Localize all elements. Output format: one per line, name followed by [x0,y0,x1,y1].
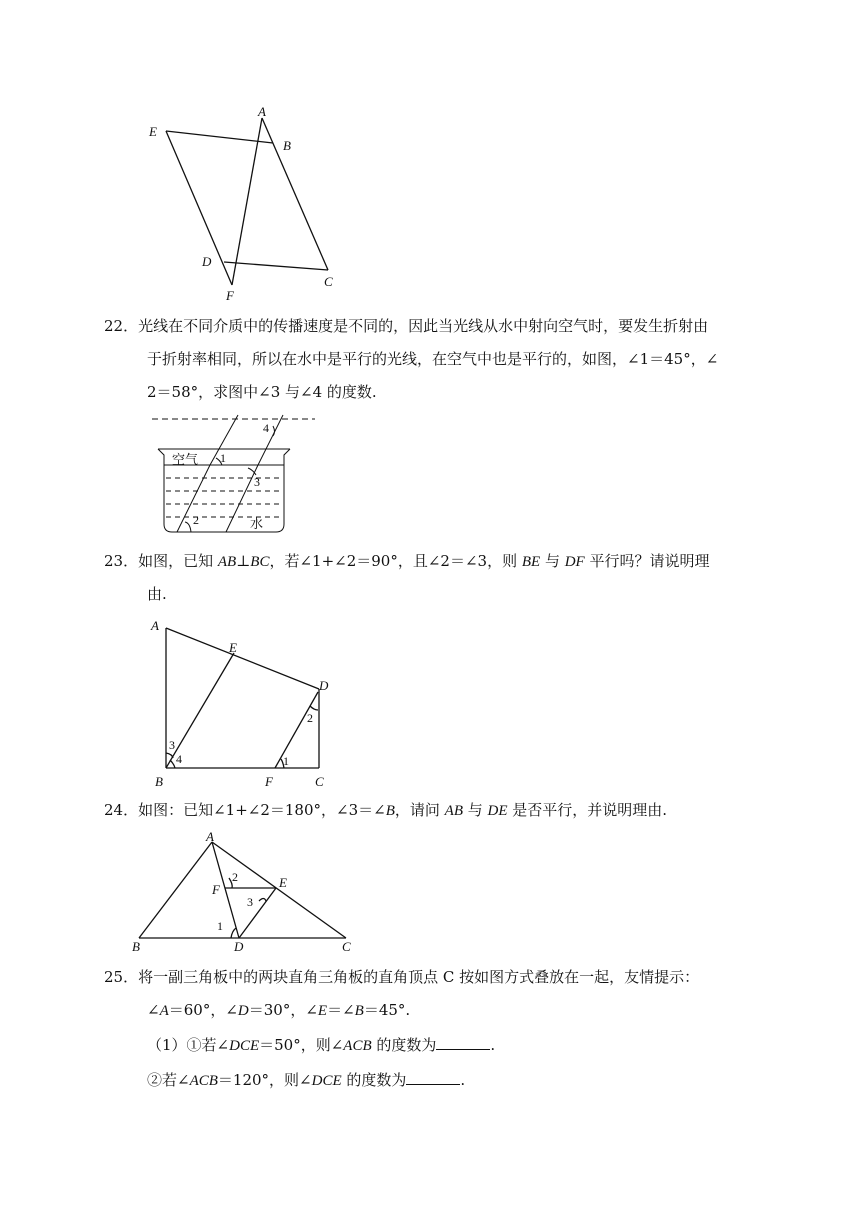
label-D: D [319,678,329,693]
label-D: D [202,254,212,269]
angle-3: 3 [169,738,175,752]
question-24: 24．如图：已知∠1+∠2＝180°，∠3＝∠B，请问 AB 与 DE 是否平行，并说明理由. [104,801,668,819]
angle-1: 1 [217,919,223,933]
angle-1: 1 [220,451,226,465]
label-A: A [206,830,214,844]
answer-blank-2[interactable] [406,1070,460,1085]
label-B: B [132,939,140,954]
label-F: F [265,774,273,789]
question-22-line-2: 于折射率相同，所以在水中是平行的光线，在空气中也是平行的，如图，∠1＝45°，∠ [147,350,719,368]
label-E: E [229,640,237,655]
figure-23 [145,612,345,792]
angle-2: 2 [307,711,313,725]
label-C: C [324,274,333,289]
question-22-line-3: 2＝58°，求图中∠3 与∠4 的度数. [147,383,377,401]
label-B: B [155,774,163,789]
label-A: A [258,104,266,119]
angle-1: 1 [283,754,289,768]
label-D: D [234,939,244,954]
question-25-sub-2: ②若∠ACB＝120°，则∠DCE 的度数为 . [147,1071,466,1089]
question-23-line-2: 由. [147,585,167,603]
label-B: B [283,138,291,153]
angle-2: 2 [232,870,238,884]
label-air: 空气 [172,453,199,468]
angle-2: 2 [193,513,199,527]
angle-4: 4 [176,752,182,766]
question-25-line-1: 25．将一副三角板中的两块直角三角板的直角顶点 C 按如图方式叠放在一起，友情提示： [104,968,700,986]
label-C: C [315,774,324,789]
question-25-sub-1: （1）①若∠DCE＝50°，则∠ACB 的度数为 . [147,1036,496,1054]
label-E: E [279,875,287,890]
label-C: C [342,939,351,954]
angle-4: 4 [263,421,269,435]
figure-22-refraction [150,412,325,540]
label-F: F [212,882,220,897]
label-water: 水 [250,517,264,532]
figure-24-triangle [128,830,363,955]
angle-3: 3 [247,895,253,909]
answer-blank-1[interactable] [436,1035,490,1050]
angle-3: 3 [254,475,260,489]
label-E: E [149,124,157,139]
question-23-line-1: 23．如图，已知 AB⊥BC，若∠1+∠2＝90°，且∠2＝∠3，则 BE 与 DF 平行吗？请说明理 [104,552,710,570]
label-F: F [226,288,234,303]
label-A: A [151,618,159,633]
question-22-line-1: 22．光线在不同介质中的传播速度是不同的，因此当光线从水中射向空气时，要发生折射由 [104,317,709,335]
question-25-line-2: ∠A＝60°，∠D＝30°，∠E＝∠B＝45°. [147,1001,411,1019]
figure-21-quadrilateral [140,100,350,310]
